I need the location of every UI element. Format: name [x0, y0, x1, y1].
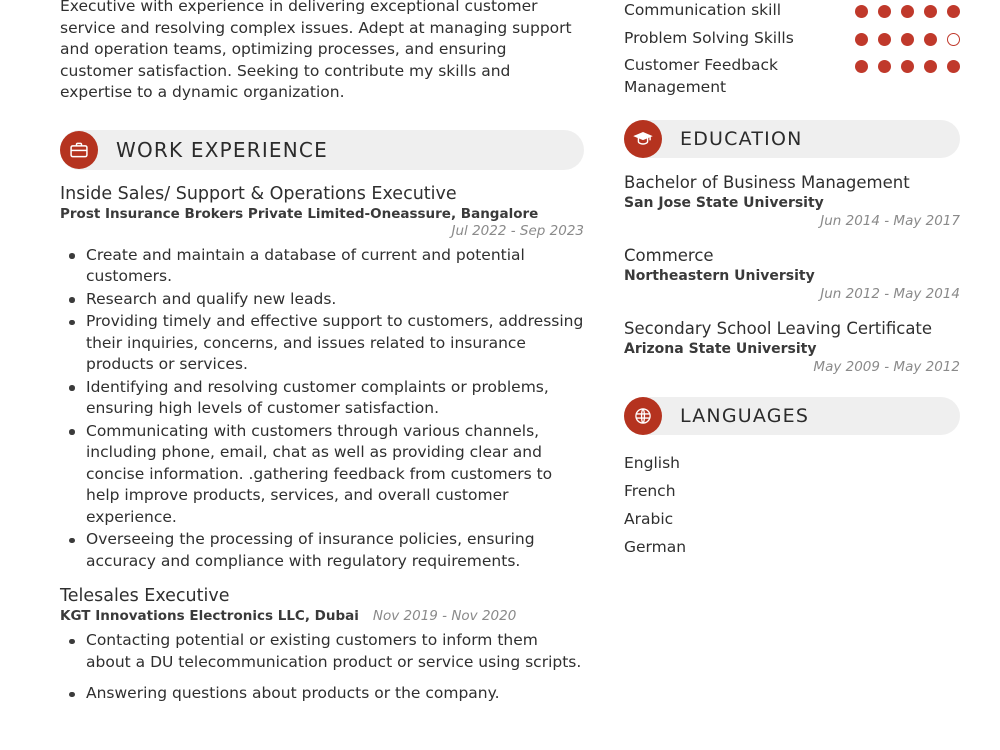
list-item: Providing timely and effective support to customers, addressing their inquiries, concerns, and issues related to insurance products or services.: [86, 311, 584, 376]
job-company: Prost Insurance Brokers Private Limited-Oneassure, Bangalore: [60, 205, 539, 222]
section-header-languages: [624, 397, 960, 435]
job-dates: Nov 2019 - Nov 2020: [372, 608, 517, 624]
job-company-line: [60, 608, 584, 624]
education-entry: [624, 318, 960, 375]
graduation-cap-icon: [624, 120, 662, 158]
section-header-work-experience: [60, 130, 584, 170]
professional-summary: [60, 0, 584, 104]
briefcase-icon: [60, 131, 98, 169]
list-item: Research and qualify new leads.: [86, 289, 584, 311]
job-title: Inside Sales/ Support & Operations Executive: [60, 183, 457, 204]
rating-dot: [924, 60, 937, 73]
rating-dot: [878, 5, 891, 18]
skill-rating: [855, 0, 960, 18]
rating-dot: [924, 5, 937, 18]
rating-dot-empty: [947, 33, 960, 46]
skill-item: [624, 55, 960, 98]
rating-dot: [855, 60, 868, 73]
education-entry: [624, 172, 960, 229]
rating-dot: [947, 5, 960, 18]
globe-icon: [624, 397, 662, 435]
skill-rating: [855, 55, 960, 73]
list-item: Answering questions about products or the company.: [86, 683, 584, 705]
skills-list: [624, 0, 960, 98]
rating-dot: [924, 33, 937, 46]
languages-list: [624, 449, 960, 561]
rating-dot: [901, 5, 914, 18]
rating-dot: [878, 60, 891, 73]
list-item: Overseeing the processing of insurance policies, ensuring accuracy and compliance with regulatory requirements.: [86, 529, 584, 572]
job-dates: Jul 2022 - Sep 2023: [451, 222, 584, 239]
education-degree: Bachelor of Business Management: [624, 173, 910, 192]
list-item: English: [624, 454, 680, 472]
section-title: EDUCATION: [680, 128, 803, 150]
skill-item: [624, 0, 960, 22]
job-entry: [60, 586, 584, 705]
job-entry: [60, 184, 584, 573]
skill-name: Customer Feedback Management: [624, 56, 779, 96]
list-item: Communicating with customers through various channels, including phone, email, chat as well as providing clear and concise information. .gathering feedback from customers to help improve products, services, and overall customer experience.: [86, 421, 584, 529]
skill-name: Communication skill: [624, 1, 782, 19]
job-responsibilities: [60, 630, 584, 705]
skill-item: [624, 28, 960, 50]
education-dates: Jun 2014 - May 2017: [820, 213, 960, 229]
right-column: [612, 0, 1000, 750]
section-title: LANGUAGES: [680, 405, 810, 427]
list-item: Arabic: [624, 510, 674, 528]
education-school: San Jose State University: [624, 195, 824, 211]
skill-rating: [855, 28, 960, 46]
education-dates: Jun 2012 - May 2014: [820, 286, 960, 302]
list-item: Contacting potential or existing customers to inform them about a DU telecommunication product or service using scripts.: [86, 630, 584, 673]
education-entry: [624, 245, 960, 302]
education-school: Arizona State University: [624, 341, 817, 357]
skill-name: Problem Solving Skills: [624, 28, 794, 47]
list-item: Identifying and resolving customer complaints or problems, ensuring high levels of customer satisfaction.: [86, 377, 584, 420]
education-school: Northeastern University: [624, 268, 815, 284]
education-degree: Commerce: [624, 246, 714, 265]
job-title: Telesales Executive: [60, 586, 230, 606]
rating-dot: [855, 33, 868, 46]
rating-dot: [947, 60, 960, 73]
education-dates: May 2009 - May 2012: [813, 359, 960, 375]
rating-dot: [901, 33, 914, 46]
section-title: WORK EXPERIENCE: [116, 137, 328, 162]
education-degree: Secondary School Leaving Certificate: [624, 319, 933, 338]
section-header-education: [624, 120, 960, 158]
summary-text: Executive with experience in delivering exceptional customer service and resolving complex issues. Adept at managing support and operation teams, optimizing processes, and ensuring customer satisfaction. Seeking to contribute my skills and expertise to a dynamic organization.: [60, 0, 572, 101]
rating-dot: [901, 60, 914, 73]
job-responsibilities: [60, 245, 584, 573]
rating-dot: [855, 5, 868, 18]
job-company: KGT Innovations Electronics LLC, Dubai: [60, 608, 359, 624]
list-item: French: [624, 482, 676, 500]
list-item: Create and maintain a database of current and potential customers.: [86, 245, 584, 288]
list-item: German: [624, 538, 687, 556]
rating-dot: [878, 33, 891, 46]
